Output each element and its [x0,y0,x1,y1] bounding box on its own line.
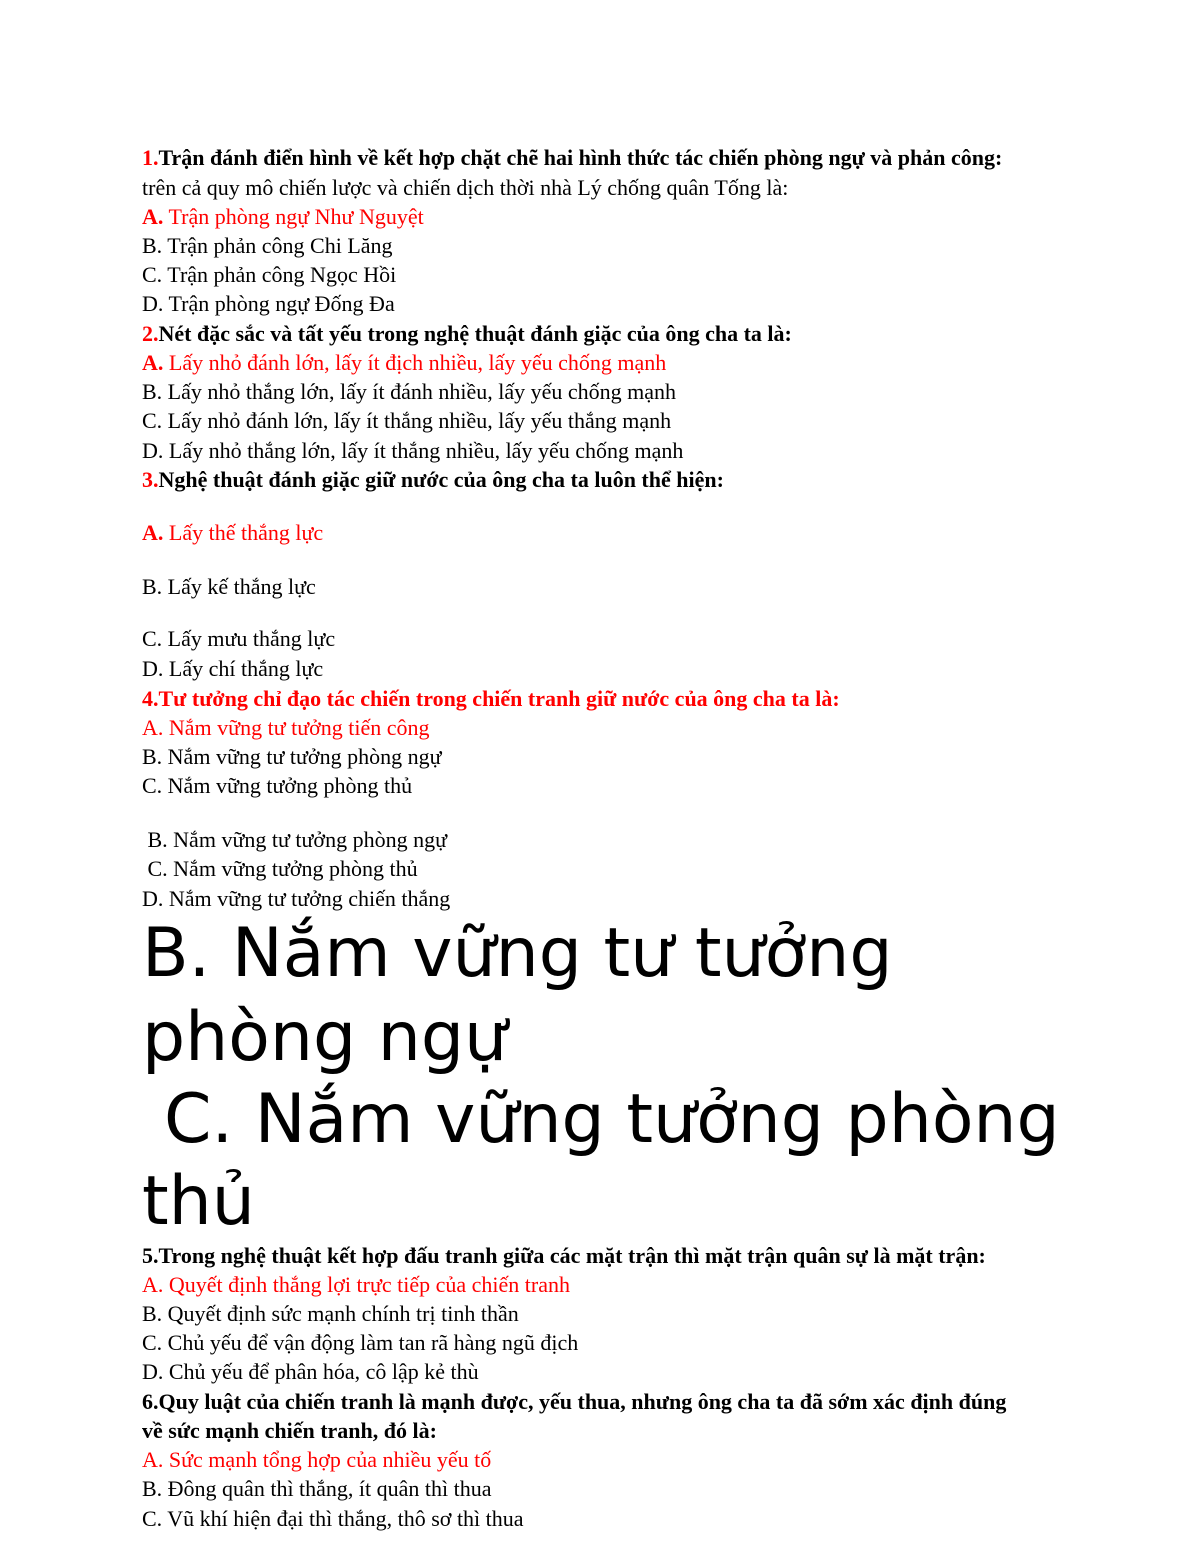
question-2-number: 2. [142,321,159,346]
question-2-text: Nét đặc sắc và tất yếu trong nghệ thuật đánh giặc của ông cha ta là: [158,321,792,346]
question-6-line-2: về sức mạnh chiến tranh, đó là: [142,1418,437,1443]
question-6-line-1: 6.Quy luật của chiến tranh là mạnh được, yếu thua, nhưng ông cha ta đã sớm xác định đúng [142,1389,1007,1414]
question-1-answer-b: B. Trận phản công Chi Lăng [142,233,393,258]
question-6-answer-b: B. Đông quân thì thắng, ít quân thì thua [142,1476,492,1501]
question-2-answer-c: C. Lấy nhỏ đánh lớn, lấy ít thắng nhiều, lấy yếu thắng mạnh [142,408,672,433]
question-4-answer-b-repeat: B. Nắm vững tư tưởng phòng ngự [142,827,447,852]
question-5-answer-c: C. Chủ yếu để vận động làm tan rã hàng ngũ địch [142,1330,579,1355]
question-3-answer-d: D. Lấy chí thắng lực [142,656,324,681]
question-1-answer-c: C. Trận phản công Ngọc Hồi [142,262,397,287]
question-3-answer-a [142,519,323,547]
question-2-line [142,320,792,348]
answer-a-text: Lấy nhỏ đánh lớn, lấy ít địch nhiều, lấy yếu chống mạnh [163,350,667,375]
answer-a-letter: A. [142,204,164,229]
question-4-line: 4.Tư tưởng chỉ đạo tác chiến trong chiến tranh giữ nước của ông cha ta là: [142,686,840,711]
large-text-line-2: phòng ngự [142,998,508,1077]
question-4-answer-d: D. Nắm vững tư tưởng chiến thắng [142,886,451,911]
question-2-answer-b: B. Lấy nhỏ thắng lớn, lấy ít đánh nhiều, lấy yếu chống mạnh [142,379,677,404]
question-4-answer-a: A. Nắm vững tư tưởng tiến công [142,715,430,740]
question-1-line-1 [142,144,1002,172]
large-text-line-3: C. Nắm vững tưởng phòng [164,1080,1060,1159]
question-1-number: 1. [142,145,159,170]
question-2-answer-d: D. Lấy nhỏ thắng lớn, lấy ít thắng nhiều, lấy yếu chống mạnh [142,438,684,463]
question-6-answer-a: A. Sức mạnh tổng hợp của nhiều yếu tố [142,1447,492,1472]
answer-a-text: Lấy thế thắng lực [163,520,324,545]
question-1-text: Trận đánh điển hình về kết hợp chặt chẽ hai hình thức tác chiến phòng ngự và phản công: [158,145,1003,170]
question-4-answer-b: B. Nắm vững tư tưởng phòng ngự [142,744,442,769]
large-text-line-4: thủ [142,1162,255,1241]
answer-a-text: Trận phòng ngự Như Nguyệt [163,204,424,229]
question-1-line-2: trên cả quy mô chiến lược và chiến dịch thời nhà Lý chống quân Tống là: [142,175,789,200]
question-3-number: 3. [142,467,159,492]
question-4-answer-c: C. Nắm vững tưởng phòng thủ [142,773,413,798]
question-3-answer-c: C. Lấy mưu thắng lực [142,626,336,651]
question-5-line: 5.Trong nghệ thuật kết hợp đấu tranh giữa các mặt trận thì mặt trận quân sự là mặt trận: [142,1243,986,1268]
question-5-answer-a: A. Quyết định thắng lợi trực tiếp của chiến tranh [142,1272,570,1297]
question-5-answer-d: D. Chủ yếu để phân hóa, cô lập kẻ thù [142,1359,479,1384]
answer-a-letter: A. [142,520,164,545]
question-1-answer-a [142,203,424,231]
question-2-answer-a [142,349,666,377]
question-5-answer-b: B. Quyết định sức mạnh chính trị tinh thần [142,1301,519,1326]
question-3-line [142,466,724,494]
answer-a-letter: A. [142,350,164,375]
question-3-text: Nghệ thuật đánh giặc giữ nước của ông cha ta luôn thể hiện: [158,467,724,492]
question-4-answer-c-repeat: C. Nắm vững tưởng phòng thủ [142,856,418,881]
question-3-answer-b: B. Lấy kế thắng lực [142,574,316,599]
question-1-answer-d: D. Trận phòng ngự Đống Đa [142,291,395,316]
large-text-line-1: B. Nắm vững tư tưởng [142,914,893,993]
question-6-answer-c: C. Vũ khí hiện đại thì thắng, thô sơ thì thua [142,1506,524,1531]
